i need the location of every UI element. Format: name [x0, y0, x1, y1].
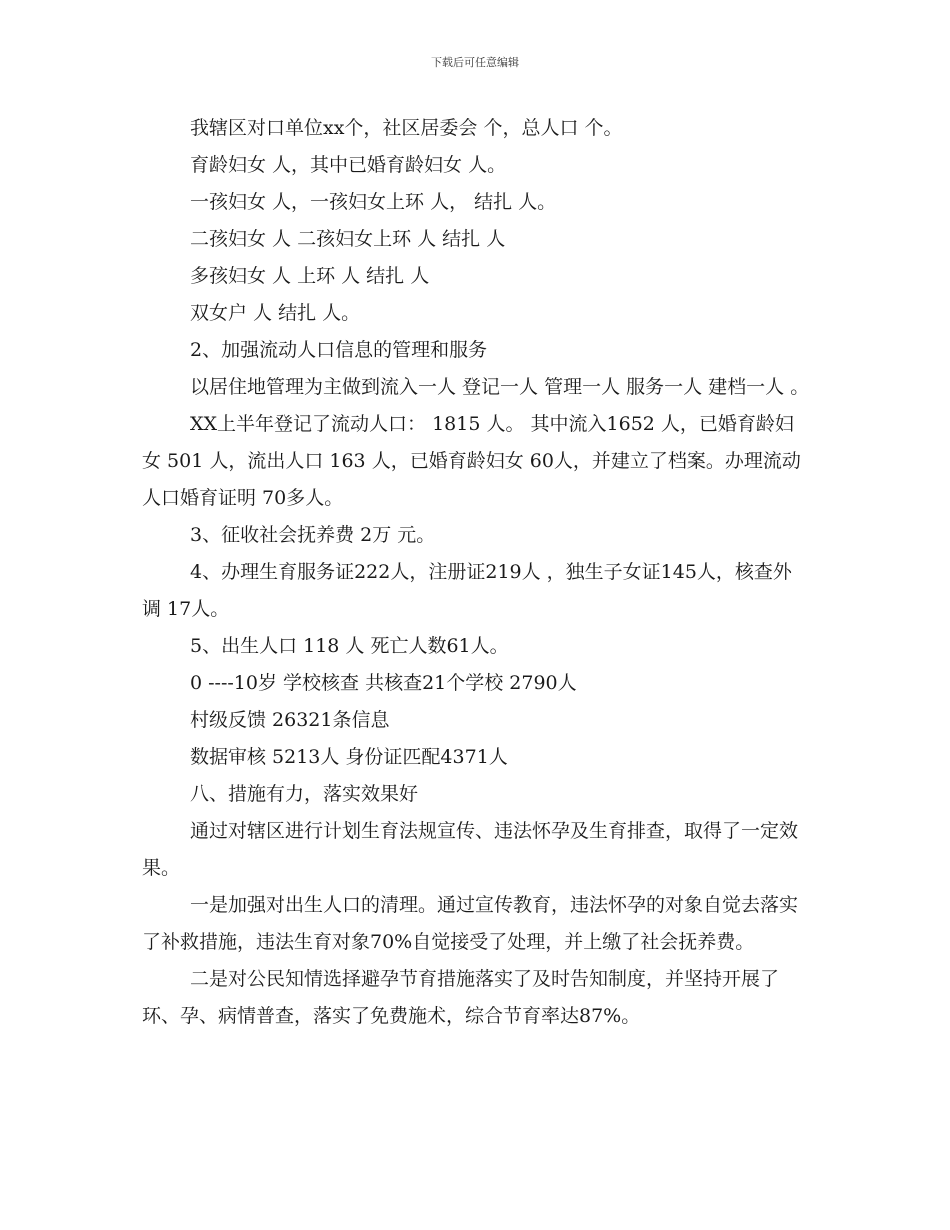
page-header-note: 下载后可任意编辑: [431, 56, 519, 69]
paragraph-second-measure: 二是对公民知情选择避孕节育措施落实了及时告知制度，并坚持开展了环、孕、病情普查，落实了免费施术，综合节育率达87%。: [142, 968, 780, 1027]
paragraph-certificates: 4、办理生育服务证222人，注册证219人 ，独生子女证145人，核查外调 17人。: [142, 561, 792, 620]
document-body: [142, 110, 810, 1035]
paragraph-publicity: 通过对辖区进行计划生育法规宣传、违法怀孕及生育排查，取得了一定效果。: [142, 820, 799, 879]
paragraph-two-child: 二孩妇女 人 二孩妇女上环 人 结扎 人: [190, 228, 506, 250]
paragraph-village-feedback: 村级反馈 26321条信息: [190, 709, 390, 731]
section-heading-measures: 八、措施有力，落实效果好: [190, 783, 419, 805]
paragraph-births-deaths: 5、出生人口 118 人 死亡人数61人。: [190, 635, 509, 657]
paragraph-women: 育龄妇女 人，其中已婚育龄妇女 人。: [190, 154, 507, 176]
paragraph-residence-management: 以居住地管理为主做到流入一人 登记一人 管理一人 服务一人 建档一人 。: [190, 376, 810, 398]
paragraph-units: 我辖区对口单位xx个，社区居委会 个，总人口 个。: [190, 117, 623, 139]
paragraph-multi-child: 多孩妇女 人 上环 人 结扎 人: [190, 265, 430, 287]
paragraph-social-fee: 3、征收社会抚养费 2万 元。: [190, 524, 436, 546]
paragraph-one-child: 一孩妇女 人，一孩妇女上环 人， 结扎 人。: [190, 191, 557, 213]
paragraph-two-daughters: 双女户 人 结扎 人。: [190, 302, 361, 324]
paragraph-school-check: 0 ----10岁 学校核查 共核查21个学校 2790人: [190, 672, 577, 694]
paragraph-floating-registration: XX上半年登记了流动人口： 1815 人。 其中流入1652 人，已婚育龄妇女 501 人，流出人口 163 人，已婚育龄妇女 60人，并建立了档案。办理流动人口婚育证明 70多人。: [142, 413, 801, 509]
section-heading-floating-population: 2、加强流动人口信息的管理和服务: [190, 339, 488, 361]
paragraph-first-measure: 一是加强对出生人口的清理。通过宣传教育，违法怀孕的对象自觉去落实了补救措施，违法生育对象70%自觉接受了处理，并上缴了社会抚养费。: [142, 894, 799, 953]
paragraph-data-audit: 数据审核 5213人 身份证匹配4371人: [190, 746, 508, 768]
